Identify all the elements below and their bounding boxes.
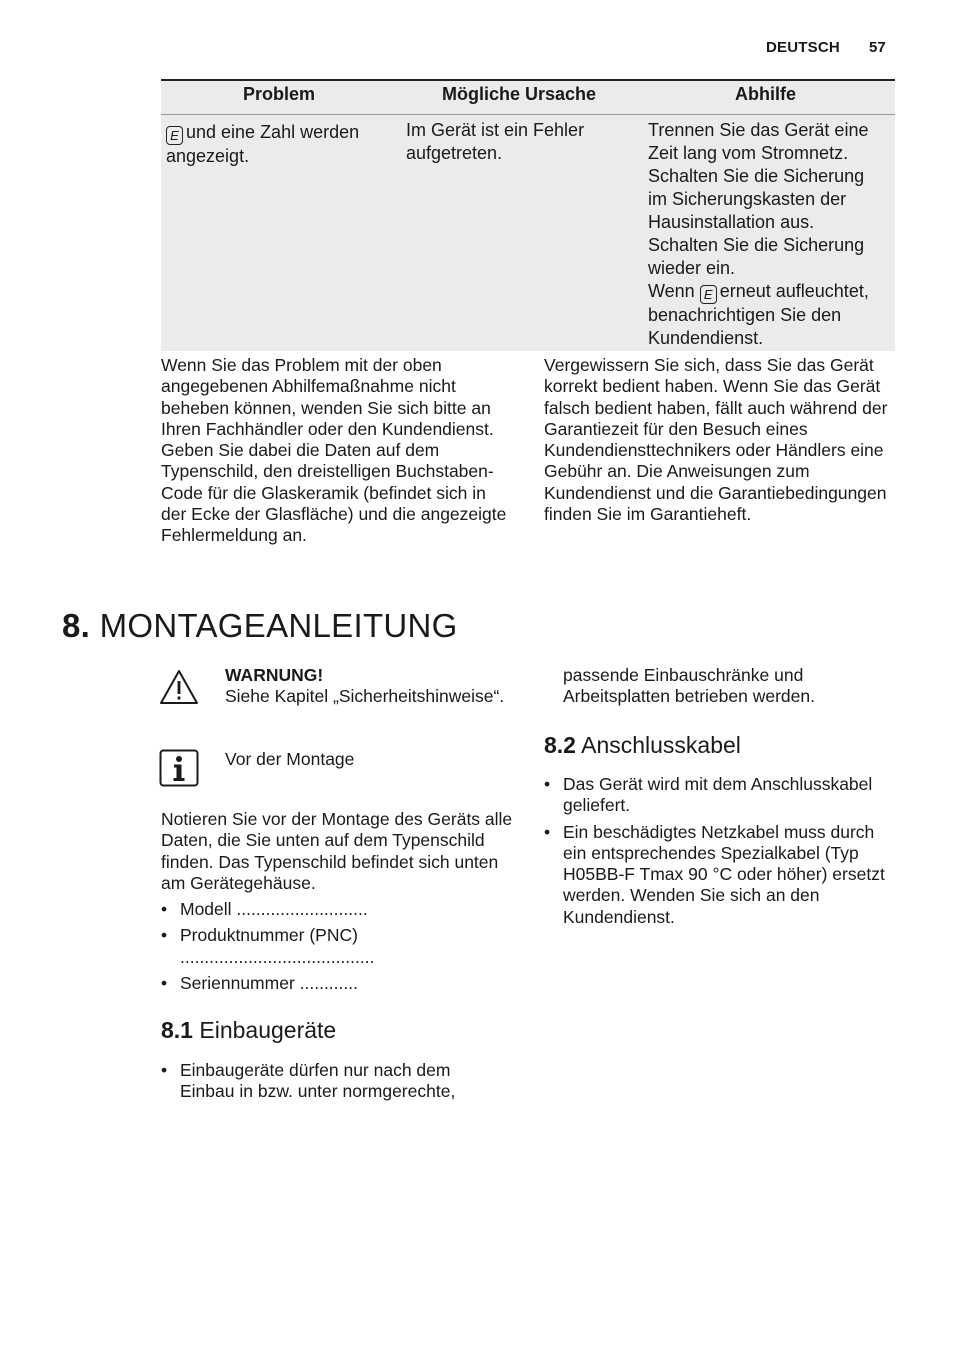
built-in-list (161, 1060, 501, 1108)
problem-text: und eine Zahl werden angezeigt. (166, 122, 360, 166)
warning-block (225, 665, 515, 708)
warning-label: WARNUNG! (225, 665, 324, 685)
subsection-title-text: Einbaugeräte (199, 1017, 337, 1043)
section-title-text: MONTAGEANLEITUNG (99, 607, 458, 644)
subsection-title-8-1 (161, 1017, 336, 1044)
table-cell-problem (166, 121, 398, 168)
table-header (161, 81, 895, 115)
table-cell-cause: Im Gerät ist ein Fehler aufgetreten. (406, 120, 585, 163)
rating-plate-list (161, 899, 513, 999)
page-number: 57 (869, 39, 886, 56)
built-in-continuation: passende Einbauschränke und Arbeitsplatten betrieben werden. (563, 665, 815, 707)
subsection-number: 8.2 (544, 732, 576, 758)
remedy-text-2-rest: erneut aufleuchtet, benachrichtigen Sie den Kundendienst. (648, 281, 869, 348)
list-item: • Modell ........................... (161, 899, 513, 920)
warning-text: Siehe Kapitel „Sicherheitshinweise“. (225, 686, 505, 707)
subsection-number: 8.1 (161, 1017, 193, 1043)
remedy-text-2 (648, 280, 888, 350)
error-key-icon: E (166, 126, 183, 145)
header-language: DEUTSCH (766, 39, 840, 56)
column-header-cause: Mögliche Ursache (441, 84, 597, 104)
subsection-title-text: Anschlusskabel (581, 732, 741, 758)
info-icon (159, 749, 199, 787)
warning-triangle-icon (159, 669, 199, 705)
cable-list (544, 774, 888, 933)
list-item: • Ein beschädigtes Netzkabel muss durch ein entsprechendes Spezialkabel (Typ H05BB-F Tmax 90 °C oder höher) ersetzt werden. Wenden Sie sich an den Kundendienst. (544, 822, 888, 928)
column-header-remedy: Abhilfe (735, 84, 796, 104)
error-key-icon: E (700, 285, 717, 304)
table-cell-remedy (648, 119, 888, 350)
column-header-problem: Problem (242, 84, 316, 104)
section-title (62, 607, 458, 645)
list-item: • Seriennummer ............ (161, 973, 513, 994)
list-item: • Das Gerät wird mit dem Anschlusskabel geliefert. (544, 774, 888, 817)
warranty-paragraph: Vergewissern Sie sich, dass Sie das Gerät korrekt bedient haben. Wenn Sie das Gerät falsch bedient haben, fällt auch während der Garantiezeit für den Besuch eines Kundendiensttechnikers oder Händlers eine Gebühr an. Die Anweisungen zum Kundendienst und die Garantiebedingungen finden Sie im Garantieheft. (544, 355, 888, 525)
intro-paragraph: Notieren Sie vor der Montage des Geräts alle Daten, die Sie unten auf dem Typenschild finden. Das Typenschild befindet sich unten am Gerätegehäuse. (161, 809, 513, 893)
list-item: • Einbaugeräte dürfen nur nach dem Einbau in bzw. unter normgerechte, (161, 1060, 501, 1103)
info-text: Vor der Montage (225, 749, 355, 769)
remedy-wenn: Wenn (648, 281, 695, 301)
contact-service-paragraph: Wenn Sie das Problem mit der oben angegebenen Abhilfemaßnahme nicht beheben können, wenden Sie sich bitte an Ihren Fachhändler oder den Kundendienst. Geben Sie dabei die Daten auf dem Typenschild, den dreistelligen Buchstaben-Code für die Glaskeramik (befindet sich in der Ecke der Glasfläche) und die angezeigte Fehlermeldung an. (161, 355, 507, 546)
subsection-title-8-2 (544, 732, 741, 759)
remedy-text-1: Trennen Sie das Gerät eine Zeit lang vom Stromnetz. Schalten Sie die Sicherung im Sicherungskasten der Hausinstallation aus. Schalten Sie die Sicherung wieder ein. (648, 120, 869, 278)
troubleshooting-table (161, 79, 895, 351)
list-item: • Produktnummer (PNC) ........................................ (161, 925, 450, 968)
section-number: 8. (62, 607, 91, 644)
